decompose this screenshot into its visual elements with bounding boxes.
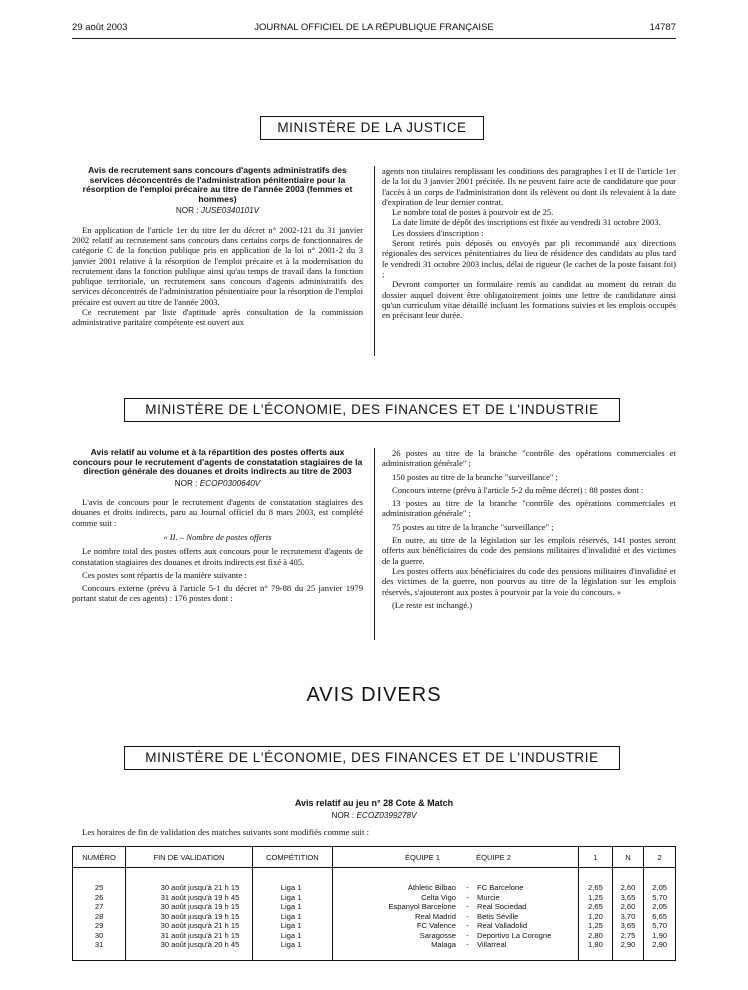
- row-validation-end: 30 août jusqu'à 20 h 45: [126, 940, 253, 960]
- table-header-row: [73, 847, 676, 868]
- row-team-2: Real Valladolid: [477, 921, 528, 931]
- row-number: 30: [94, 930, 104, 940]
- row-team-1: Espanyol Barcelone: [333, 902, 460, 912]
- paragraph: Ce recrutement par liste d'aptitude après consultation de la commission administrative paritaire compétente est ouvert aux: [72, 307, 363, 328]
- column-header: NUMÉRO: [73, 847, 126, 868]
- column-divider: [374, 448, 375, 640]
- table-intro: Les horaires de fin de validation des matches suivants sont modifiés comme suit :: [82, 827, 370, 837]
- row-team-2: FC Barcelone: [477, 883, 524, 893]
- header-date: 29 août 2003: [72, 22, 128, 33]
- ministry-economie-box-2: MINISTÈRE DE L'ÉCONOMIE, DES FINANCES ET DE L'INDUSTRIE: [124, 746, 620, 770]
- row-odds-2: 2,05: [644, 902, 676, 912]
- row-competition: Liga 1: [252, 868, 332, 893]
- row-number: 26: [94, 892, 104, 902]
- row-odds-n: 2,60: [612, 868, 644, 893]
- row-odds-1: 2,80: [579, 931, 612, 941]
- row-competition: Liga 1: [252, 940, 332, 960]
- paragraph: Seront retirés puis déposés ou envoyés par pli recommandé aux directions régionales des services pénitentiaires du lieu de résidence des candidats au plus tard le vendredi 31 octobre 2003 inclus, délai de rigueur (le cachet de la poste faisant foi) ;: [382, 238, 676, 279]
- row-team-2: Murcie: [477, 892, 500, 902]
- row-odds-2: 2,05: [644, 868, 676, 893]
- paragraph: Les dossiers d'inscription :: [392, 227, 484, 238]
- nor-code: ECOP0300640V: [199, 478, 261, 488]
- row-odds-n: 3,70: [612, 912, 644, 922]
- row-team-1: FC Valence: [333, 921, 460, 931]
- row-separator: -: [466, 930, 469, 940]
- nor-label: NOR :: [175, 206, 199, 216]
- row-validation-end: 31 août jusqu'à 19 h 45: [126, 893, 253, 903]
- table-row: [73, 893, 676, 903]
- paragraph: (Le reste est inchangé.): [392, 599, 473, 610]
- row-team-1: Athletic Bilbao: [333, 868, 460, 893]
- column-header: ÉQUIPE 2: [475, 847, 579, 868]
- paragraph: 26 postes au titre de la branche "contrôle des opérations commerciales et administration générale" ;: [382, 448, 676, 469]
- row-validation-end: 30 août jusqu'à 21 h 15: [126, 868, 253, 893]
- header-page-number: 14787: [649, 22, 676, 33]
- row-team-2: Villarreal: [477, 940, 507, 950]
- justice-notice-title: Avis de recrutement sans concours d'agents administratifs des services déconcentrés de l'administration pénitentiaire pour la résorption de l'emploi précaire au titre de l'année 2003 (femmes et hommes): [82, 165, 353, 204]
- row-odds-1: 1,25: [579, 921, 612, 931]
- cote-match-title: Avis relatif au jeu n° 28 Cote & Match: [294, 798, 454, 808]
- paragraph: En application de l'article 1er du titre Ier du décret n° 2002-121 du 31 janvier 2002 relatif au recrutement sans concours dans certains corps de fonctionnaires de catégorie C de la fonction publique pris en application de la loi n° 2001-2 du 3 janvier 2001 relative à la résorption de l'emploi précaire et à la modernisation du recrutement dans la fonction publique ainsi qu'au temps de travail dans la fonction publique territoriale, un recrutement sans concours d'agents administratifs des services déconcentrés de l'administration pénitentiaire pour la résorption de l'emploi précaire est ouvert au titre de l'année 2003.: [72, 224, 363, 307]
- row-odds-2: 6,65: [644, 912, 676, 922]
- row-odds-1: 2,65: [579, 868, 612, 893]
- nor-label: NOR :: [174, 478, 198, 488]
- column-header: N: [612, 847, 644, 868]
- row-separator: -: [466, 892, 469, 902]
- section-heading: « II. – Nombre de postes offerts: [163, 531, 272, 542]
- row-odds-n: 2,60: [612, 902, 644, 912]
- paragraph: Concours externe (prévu à l'article 5-1 du décret n° 79-88 du 25 janvier 1979 portant statut de ces agents) : 176 postes dont :: [72, 583, 363, 604]
- row-team-2: Real Sociedad: [477, 902, 527, 912]
- row-odds-1: 1,20: [579, 912, 612, 922]
- row-number: 27: [94, 902, 104, 912]
- row-validation-end: 30 août jusqu'à 21 h 15: [126, 921, 253, 931]
- row-odds-n: 2,75: [612, 931, 644, 941]
- row-team-2: Betis Séville: [477, 911, 519, 921]
- row-number: 31: [94, 940, 104, 950]
- table-row: [73, 940, 676, 960]
- row-odds-2: 1,90: [644, 931, 676, 941]
- paragraph: Le nombre total des postes offerts aux concours pour le recrutement d'agents de constatation stagiaires des douanes et droits indirects est fixé à 405.: [72, 546, 363, 567]
- row-separator: -: [466, 940, 469, 950]
- row-odds-2: 5,70: [644, 921, 676, 931]
- ministry-economie-box: MINISTÈRE DE L'ÉCONOMIE, DES FINANCES ET DE L'INDUSTRIE: [124, 398, 620, 422]
- running-header: [72, 22, 676, 36]
- row-team-1: Saragosse: [333, 931, 460, 941]
- row-validation-end: 30 août jusqu'à 19 h 15: [126, 912, 253, 922]
- section-heading-avis-divers: AVIS DIVERS: [306, 684, 442, 706]
- row-odds-n: 3,65: [612, 893, 644, 903]
- nor-code: JUSE0340101V: [200, 206, 260, 216]
- row-number: 29: [94, 921, 104, 931]
- row-separator: -: [466, 902, 469, 912]
- matches-table: [72, 846, 676, 961]
- row-odds-1: 2,65: [579, 902, 612, 912]
- column-header: COMPÉTITION: [252, 847, 332, 868]
- column-header: 1: [579, 847, 612, 868]
- row-competition: Liga 1: [252, 902, 332, 912]
- paragraph: Devront comporter un formulaire remis au candidat au moment du retrait du dossier auquel doivent être obligatoirement joints une lettre de candidature ainsi qu'un curriculum vitae détaillé incluant les formations suivies et les emplois occupés en précisant leur durée.: [382, 279, 676, 321]
- table-body: [73, 868, 676, 961]
- ministry-justice-box: MINISTÈRE DE LA JUSTICE: [260, 116, 484, 140]
- row-number: 25: [94, 883, 104, 893]
- column-header: FIN DE VALIDATION: [126, 847, 253, 868]
- table-row: [73, 921, 676, 931]
- row-separator: -: [466, 911, 469, 921]
- row-odds-2: 2,90: [644, 940, 676, 960]
- nor-code: ECOZ0399278V: [356, 811, 417, 820]
- row-team-1: Real Madrid: [333, 912, 460, 922]
- row-number: 28: [94, 911, 104, 921]
- row-separator: -: [466, 883, 469, 893]
- table-row: [73, 868, 676, 893]
- column-header: ÉQUIPE 1: [333, 847, 460, 868]
- paragraph: 13 postes au titre de la branche "contrôle des opérations commerciales et administration générale" ;: [382, 498, 676, 519]
- justice-right-column: [382, 166, 676, 320]
- row-odds-1: 1,25: [579, 893, 612, 903]
- row-validation-end: 30 août jusqu'à 19 h 15: [126, 902, 253, 912]
- economie-left-column: [72, 448, 363, 604]
- paragraph: Concours interne (prévu à l'article 5-2 du même décret) : 88 postes dont :: [392, 484, 644, 495]
- paragraph: Ces postes sont répartis de la manière suivante :: [82, 569, 247, 580]
- column-header: 2: [644, 847, 676, 868]
- row-competition: Liga 1: [252, 931, 332, 941]
- row-competition: Liga 1: [252, 893, 332, 903]
- nor-label: NOR :: [331, 811, 355, 820]
- paragraph: La date limite de dépôt des inscriptions est fixée au vendredi 31 octobre 2003.: [392, 217, 661, 228]
- table-row: [73, 931, 676, 941]
- row-competition: Liga 1: [252, 912, 332, 922]
- paragraph: En outre, au titre de la législation sur les emplois réservés, 141 postes seront offerts aux bénéficiaires du code des pensions militaires d'invalidité et des victimes de la guerre.: [382, 535, 676, 566]
- row-separator: -: [466, 921, 469, 931]
- row-team-1: Celta Vigo: [333, 893, 460, 903]
- economie-notice-title: Avis relatif au volume et à la répartition des postes offerts aux concours pour le recrutement d'agents de constatation stagiaires de la direction générale des douanes et droits indirects au titre de 2003: [72, 447, 363, 477]
- header-rule: [72, 38, 676, 39]
- justice-left-column: [72, 166, 363, 328]
- paragraph: 75 postes au titre de la branche "surveillance" ;: [392, 521, 554, 532]
- economie-right-column: [382, 448, 676, 610]
- header-journal: JOURNAL OFFICIEL DE LA RÉPUBLIQUE FRANÇAISE: [254, 22, 494, 33]
- row-odds-2: 5,70: [644, 893, 676, 903]
- justice-nor: [72, 206, 363, 216]
- paragraph: Les postes offerts aux bénéficiaires du code des pensions militaires d'invalidité et des victimes de la guerre, non pourvus au titre de la législation sur les emplois réservés, s'ajouteront aux postes à pourvoir par la voie du concours. »: [382, 565, 676, 597]
- row-odds-n: 2,90: [612, 940, 644, 960]
- cote-match-nor: [72, 811, 676, 820]
- table-row: [73, 912, 676, 922]
- paragraph: L'avis de concours pour le recrutement d'agents de constatation stagiaires des douanes et droits indirects, paru au Journal officiel du 8 mars 2003, est complété comme suit :: [72, 497, 363, 528]
- economie-nor: [72, 479, 363, 489]
- row-validation-end: 31 août jusqu'à 21 h 15: [126, 931, 253, 941]
- paragraph: 150 postes au titre de la branche "surveillance" ;: [392, 471, 558, 482]
- paragraph: Le nombre total de postes à pourvoir est de 25.: [392, 207, 554, 218]
- row-odds-n: 3,65: [612, 921, 644, 931]
- row-odds-1: 1,80: [579, 940, 612, 960]
- column-divider: [374, 166, 375, 356]
- paragraph: agents non titulaires remplissant les conditions des paragraphes I et II de l'article 1er de la loi du 3 janvier 2001 précitée. Ils ne peuvent faire acte de candidature que pour l'accès à un corps de l'administration dont ils relèvent ou dont ils relevaient à la date d'expiration de leur dernier contrat.: [382, 166, 676, 207]
- table-row: [73, 902, 676, 912]
- row-competition: Liga 1: [252, 921, 332, 931]
- row-team-1: Malaga: [333, 940, 460, 960]
- row-team-2: Deportivo La Corogne: [477, 930, 552, 940]
